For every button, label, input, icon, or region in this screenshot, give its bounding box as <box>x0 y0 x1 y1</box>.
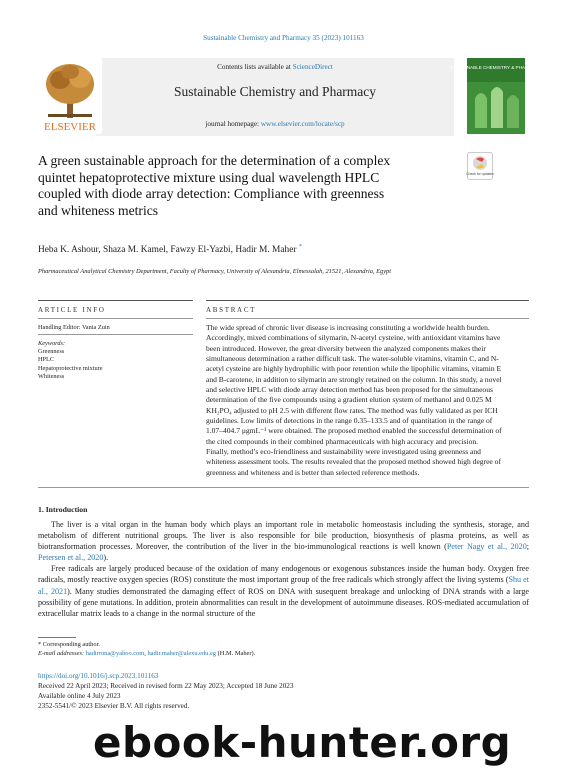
info-rule <box>38 318 193 319</box>
elsevier-logo <box>38 58 102 134</box>
journal-homepage-line: journal homepage: www.elsevier.com/locate/scp <box>205 120 345 128</box>
keyword-item: Hepatoprotective mixture <box>38 364 103 372</box>
cover-title-text: SUSTAINABLE CHEMISTRY & PHARMACY <box>450 65 542 70</box>
footnote-rule <box>38 637 76 638</box>
email-link[interactable]: hadirrona@yahoo.com <box>85 649 145 657</box>
info-top-rule <box>38 300 193 301</box>
doi-link[interactable]: https://doi.org/10.1016/j.scp.2023.101163 <box>38 672 159 680</box>
corresponding-author-note: * Corresponding author. <box>38 641 100 648</box>
keywords-rule <box>38 334 193 335</box>
handling-editor: Handling Editor: Vania Zuin <box>38 324 110 331</box>
journal-cover-thumbnail[interactable] <box>450 58 542 134</box>
footnotes <box>38 641 529 658</box>
abstract-rule <box>206 318 529 319</box>
author-affiliation: Pharmaceutical Analytical Chemistry Department, Faculty of Pharmacy, University of Alexandria, Elmessalah, 21521, Alexandria, Egypt <box>38 268 392 275</box>
email-link[interactable]: hadir.maher@alexu.edu.eg <box>147 649 217 657</box>
intro-paragraph: Free radicals are largely produced because of the oxidation of many endogenous or exogenous substances inside the human body. Oxygen free radicals, mostly reactive oxygen species (ROS) constitute the most important group of the free radicals which strongly affect the living systems (Shu et al., 2021). Many studies demonstrated the damaging effect of ROS on DNA with susequent breakage and unlocking of DNA strands with a large possibility of gene mutations. In addition, protein abnormalities can result in the development of autoimmune diseases. ROS-mediated accumulation of extracellular matrix leads to a change in the normal structure of the <box>38 564 529 618</box>
article-title: A green sustainable approach for the determination of a complex quintet hepatoprotective mixture using dual wavelength HPLC coupled with diode array detection: Compliance with greenness and whiteness metrics <box>38 153 391 218</box>
sciencedirect-link[interactable]: ScienceDirect <box>292 63 333 71</box>
intro-paragraph: The liver is a vital organ in the human body which plays an important role in metabolic homeostasis including the synthesis, storage, and metabolism of different nutritional groups. The liver is also responsible for bile production, biosynthesis of plasma proteins, as well as biotransformation processes. Moreover, the contribution of the liver in the bio-immunological reactions is well known (Peter Nagy et al., 2020; Petersen et al., 2020). <box>38 520 529 563</box>
keyword-item: HPLC <box>38 356 55 364</box>
article-info-heading: ARTICLE INFO <box>38 306 106 314</box>
journal-homepage-link[interactable]: www.elsevier.com/locate/scp <box>260 120 345 128</box>
journal-citation: Sustainable Chemistry and Pharmacy 35 (2023) 101163 <box>203 34 364 42</box>
check-updates-label: Check for updates <box>466 172 494 176</box>
copyright: 2352-5541/© 2023 Elsevier B.V. All rights reserved. <box>38 702 190 710</box>
article-footer <box>38 671 529 711</box>
check-for-updates-icon[interactable] <box>467 152 493 180</box>
introduction-body <box>38 519 529 619</box>
email-note: E-mail addresses: hadirrona@yahoo.com, hadir.maher@alexu.edu.eg (H.M. Maher). <box>38 649 256 657</box>
publisher-name: ELSEVIER <box>44 121 96 133</box>
journal-title: Sustainable Chemistry and Pharmacy <box>173 84 377 99</box>
reference-link[interactable]: Shu et al., 2021 <box>38 575 529 596</box>
reference-link[interactable]: Peter Nagy et al., 2020 <box>446 542 527 552</box>
corresponding-author-mark[interactable]: * <box>298 244 302 250</box>
keyword-item: Greenness <box>38 348 65 355</box>
keyword-item: Whiteness <box>38 372 65 380</box>
abstract-top-rule <box>206 300 529 301</box>
keyword-list <box>38 348 103 381</box>
abstract-heading: ABSTRACT <box>206 306 257 314</box>
received-dates: Received 22 April 2023; Received in revised form 22 May 2023; Accepted 18 June 2023 <box>38 682 294 690</box>
watermark: ebook-hunter.org <box>93 718 512 767</box>
reference-link[interactable]: Petersen et al., 2020 <box>38 553 104 563</box>
abstract-bottom-rule <box>38 487 529 488</box>
keywords-label: Keywords: <box>38 340 66 347</box>
contents-available-line: Contents lists available at ScienceDirect <box>217 63 333 71</box>
available-online: Available online 4 July 2023 <box>38 692 121 700</box>
section-heading-introduction: 1. Introduction <box>38 505 88 514</box>
author-list: Heba K. Ashour, Shaza M. Kamel, Fawzy El-Yazbi, Hadir M. Maher * <box>38 244 302 256</box>
abstract-text: The wide spread of chronic liver disease is increasing constituting a worldwide health burden. Accordingly, mixed combinations of silymarin, N-acetyl cysteine, with antioxidant vitamins have been introduced. However, the great diversity between the analyzed components makes their simultaneous determination a rather difficult task. The water-soluble vitamins, vitamin C, and N- acetyl cysteine are highly hydrophilic with poor retention while the lipophilic vitamins, vitamin E and B-carotene, in addition to silymarin are strongly retained on the column. In this study, a novel and selective HPLC with diode array detection method has been proposed for the simultaneous determination of the five compounds using a gradient elution system of methanol and 0.025 M KH₂PO₄ adjusted to pH 2.5 with different flow rates. The method was fully validated as per ICH guidelines. Low limits of detections in the range 0.35–133.5 and of quantitation in the range of 1.07–404.7 μgmL⁻¹ were obtained. The proposed method enabled the successful determination of the cited compounds in their combined pharmaceuticals with high accuracy and precision. Finally, method’s eco-friendliness and sustainability were investigated using greenness and whiteness assessment tools. The results revealed that the proposed method showed high degree of greenness and whiteness and is better than selected reference methods. <box>206 323 502 477</box>
